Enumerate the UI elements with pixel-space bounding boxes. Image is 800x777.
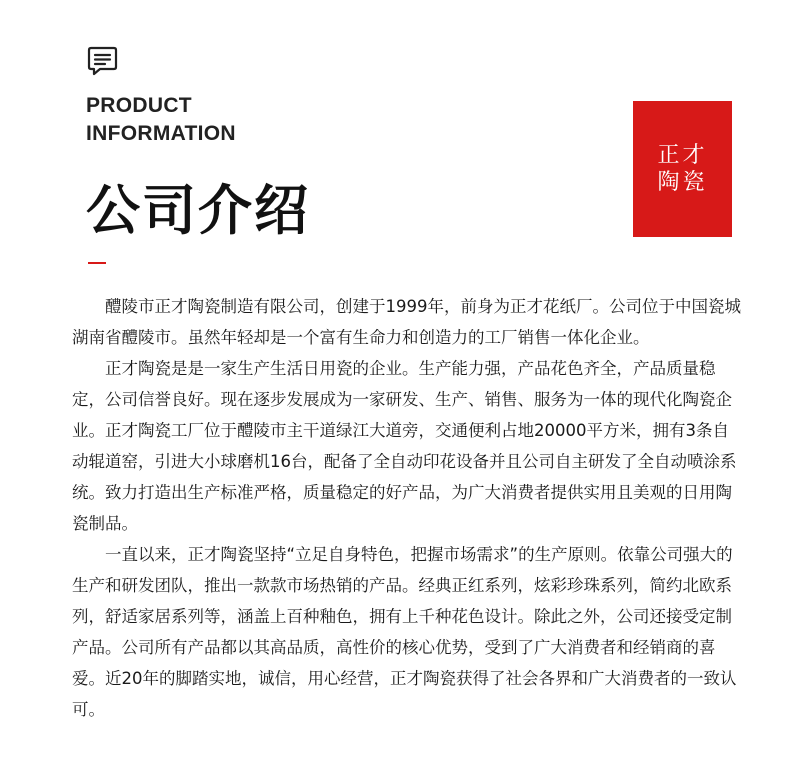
company-intro-body (72, 291, 742, 725)
title-accent-divider (88, 262, 106, 264)
intro-paragraph: 正才陶瓷是是一家生产生活日用瓷的企业。生产能力强，产品花色齐全，产品质量稳定，公司信誉良好。现在逐步发展成为一家研发、生产、销售、服务为一体的现代化陶瓷企业。正才陶瓷工厂位于醴陵市主干道绿江大道旁，交通便利占地20000平方米，拥有3条自动辊道窑，引进大小球磨机16台，配备了全自动印花设备并且公司自主研发了全自动喷涂系统。致力打造出生产标准严格，质量稳定的好产品，为广大消费者提供实用且美观的日用陶瓷制品。 (72, 359, 737, 533)
english-title-line1: PRODUCT (86, 94, 192, 117)
message-doc-icon (86, 44, 120, 78)
intro-paragraph: 一直以来，正才陶瓷坚持“立足自身特色，把握市场需求”的生产原则。依靠公司强大的生产和研发团队，推出一款款市场热销的产品。经典正红系列，炫彩珍珠系列，简约北欧系列，舒适家居系列等，涵盖上百种釉色，拥有上千种花色设计。除此之外，公司还接受定制产品。公司所有产品都以其高品质，高性价的核心优势，受到了广大消费者和经销商的喜爱。近20年的脚踏实地，诚信，用心经营，正才陶瓷获得了社会各界和广大消费者的一致认可。 (72, 545, 737, 719)
brand-line1: 正才 (657, 143, 708, 168)
english-title-line2: INFORMATION (86, 122, 236, 145)
page-title: 公司介绍 (86, 179, 310, 242)
english-title (86, 92, 236, 148)
intro-paragraph: 醴陵市正才陶瓷制造有限公司，创建于1999年，前身为正才花纸厂。公司位于中国瓷城湖南省醴陵市。虽然年轻却是一个富有生命力和创造力的工厂销售一体化企业。 (72, 297, 741, 347)
brand-line2: 陶瓷 (657, 170, 708, 195)
brand-badge (633, 101, 732, 237)
